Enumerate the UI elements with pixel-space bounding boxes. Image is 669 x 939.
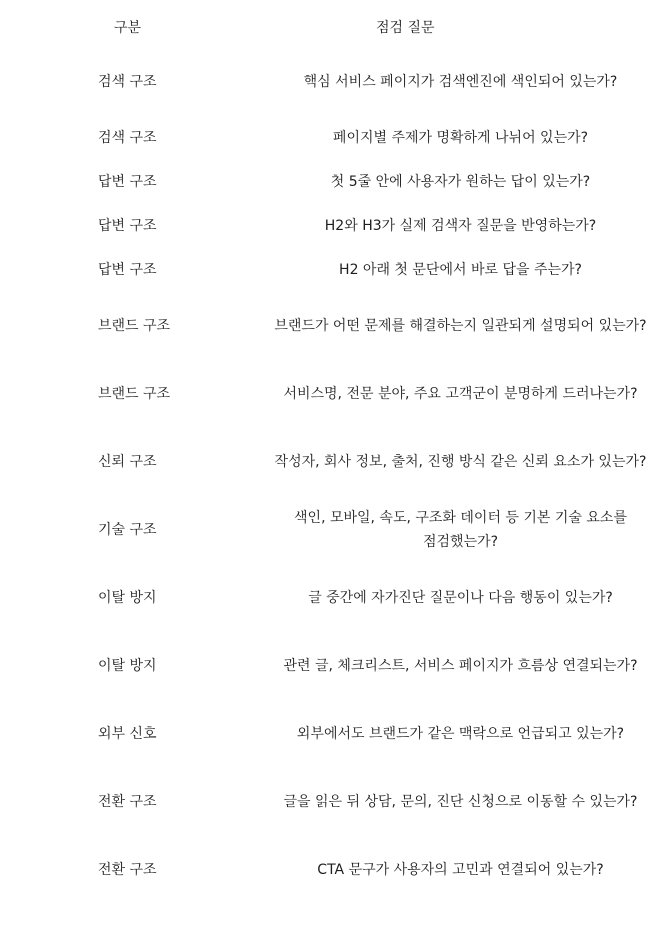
row-category: 답변 구조 — [98, 174, 157, 190]
row-question-text: 글 중간에 자가진단 질문이나 다음 행동이 있는가? — [308, 590, 613, 606]
row-category: 이탈 방지 — [98, 658, 157, 674]
row-category: 검색 구조 — [98, 74, 157, 90]
table-row — [0, 564, 669, 632]
row-question-text: 작성자, 회사 정보, 출처, 진행 방식 같은 신뢰 요소가 있는가? — [274, 454, 647, 470]
table-row — [0, 292, 669, 360]
table-row — [0, 428, 669, 496]
row-category: 검색 구조 — [98, 130, 157, 146]
checklist-table — [0, 8, 669, 904]
row-question-text: 브랜드가 어떤 문제를 해결하는지 일관되게 설명되어 있는가? — [274, 318, 647, 334]
row-category: 답변 구조 — [98, 218, 157, 234]
checklist-page — [0, 8, 669, 939]
row-question-text: 외부에서도 브랜드가 같은 맥락으로 언급되고 있는가? — [296, 726, 625, 742]
row-question — [256, 48, 669, 116]
header-category: 구분 — [114, 20, 142, 36]
row-question-text: 색인, 모바일, 속도, 구조화 데이터 등 기본 기술 요소를 점검했는가? — [294, 510, 627, 550]
row-category: 전환 구조 — [98, 862, 157, 878]
row-question — [256, 836, 669, 904]
row-question — [256, 160, 669, 204]
table-row — [0, 632, 669, 700]
row-question — [256, 700, 669, 768]
table-header — [0, 8, 669, 48]
table-row — [0, 48, 669, 116]
row-question — [256, 292, 669, 360]
table-row — [0, 160, 669, 204]
row-question — [256, 632, 669, 700]
row-category: 전환 구조 — [98, 794, 157, 810]
row-question-text: H2 아래 첫 문단에서 바로 답을 주는가? — [339, 262, 582, 278]
row-category: 답변 구조 — [98, 262, 157, 278]
table-row — [0, 496, 669, 564]
row-category: 이탈 방지 — [98, 590, 157, 606]
table-row — [0, 116, 669, 160]
row-question — [256, 360, 669, 428]
row-question — [256, 248, 669, 292]
header-row — [0, 8, 669, 48]
row-question — [256, 116, 669, 160]
table-row — [0, 768, 669, 836]
table-row — [0, 248, 669, 292]
table-row — [0, 700, 669, 768]
row-question-text: 핵심 서비스 페이지가 검색엔진에 색인되어 있는가? — [303, 74, 618, 90]
row-category: 신뢰 구조 — [98, 454, 157, 470]
row-question-text: 첫 5줄 안에 사용자가 원하는 답이 있는가? — [330, 174, 591, 190]
row-category: 외부 신호 — [98, 726, 157, 742]
row-question — [256, 564, 669, 632]
row-question — [256, 428, 669, 496]
header-question: 점검 질문 — [376, 20, 435, 36]
row-question-text: 서비스명, 전문 분야, 주요 고객군이 분명하게 드러나는가? — [283, 386, 638, 402]
row-question — [256, 204, 669, 248]
row-question-text: CTA 문구가 사용자의 고민과 연결되어 있는가? — [317, 862, 604, 878]
row-question-text: 관련 글, 체크리스트, 서비스 페이지가 흐름상 연결되는가? — [283, 658, 638, 674]
row-question-text: 페이지별 주제가 명확하게 나뉘어 있는가? — [332, 130, 589, 146]
row-question — [256, 768, 669, 836]
row-category: 브랜드 구조 — [98, 318, 171, 334]
row-question — [256, 496, 669, 564]
row-question-text: 글을 읽은 뒤 상담, 문의, 진단 신청으로 이동할 수 있는가? — [283, 794, 638, 810]
table-row — [0, 360, 669, 428]
table-row — [0, 836, 669, 904]
table-row — [0, 204, 669, 248]
row-category: 브랜드 구조 — [98, 386, 171, 402]
table-body — [0, 48, 669, 904]
row-category: 기술 구조 — [98, 522, 157, 538]
row-question-text: H2와 H3가 실제 검색자 질문을 반영하는가? — [324, 218, 597, 234]
